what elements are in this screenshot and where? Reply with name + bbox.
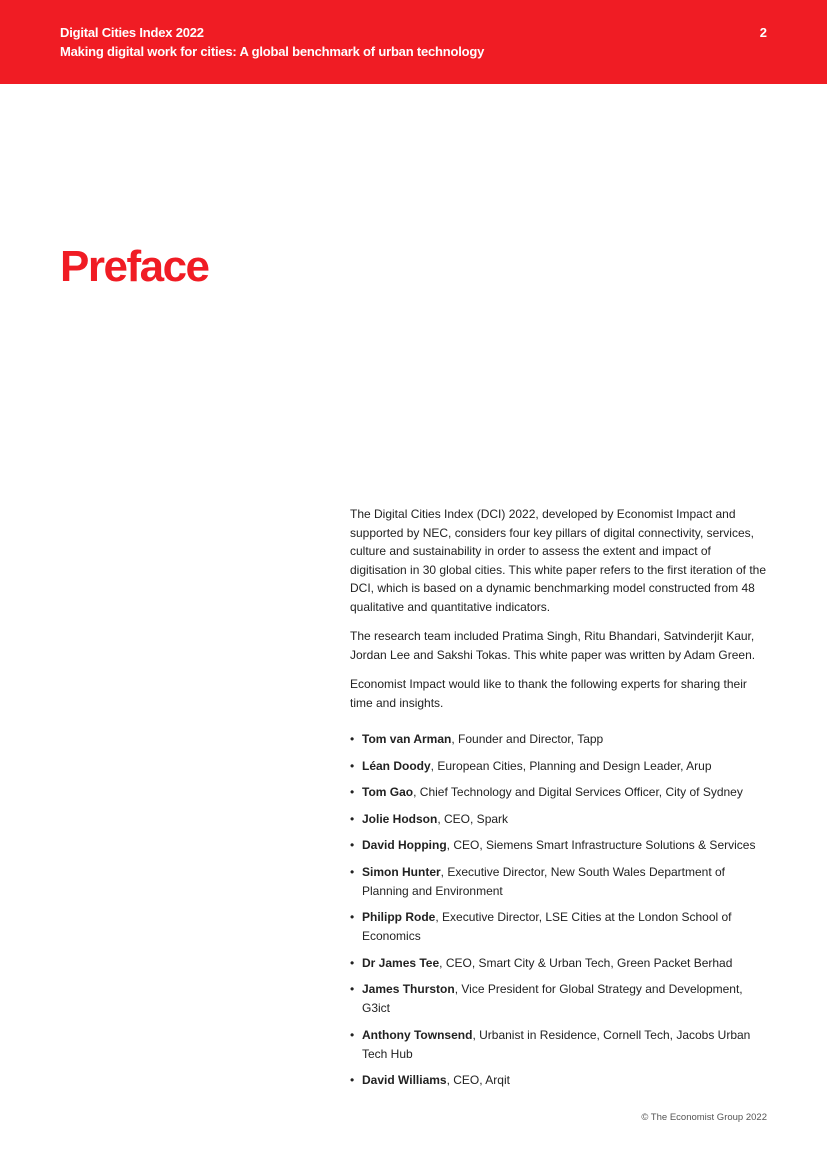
expert-role: , Executive Director, LSE Cities at the London School of Economics xyxy=(362,910,732,943)
bullet-icon: • xyxy=(350,838,355,852)
bullet-icon: • xyxy=(350,785,355,799)
list-item xyxy=(350,757,770,776)
expert-role: , CEO, Smart City & Urban Tech, Green Packet Berhad xyxy=(439,955,733,970)
expert-name: Anthony Townsend xyxy=(362,1027,473,1042)
page-header xyxy=(0,0,827,84)
list-item xyxy=(350,783,770,802)
expert-name: Jolie Hodson xyxy=(362,811,438,826)
bullet-icon: • xyxy=(350,732,355,746)
page-number: 2 xyxy=(759,25,767,40)
expert-role: , CEO, Siemens Smart Infrastructure Solutions & Services xyxy=(446,838,756,852)
bullet-icon: • xyxy=(350,1073,355,1087)
expert-name: Philipp Rode xyxy=(362,910,436,924)
page-title: Preface xyxy=(60,242,209,291)
expert-name: Simon Hunter xyxy=(362,864,441,879)
list-item xyxy=(350,836,770,855)
list-item xyxy=(350,908,770,946)
list-item xyxy=(350,980,770,1018)
bullet-icon: • xyxy=(350,955,355,970)
expert-role: , Founder and Director, Tapp xyxy=(451,732,604,746)
expert-name: Tom van Arman xyxy=(362,732,452,746)
experts-list xyxy=(350,730,770,1090)
paragraph-intro: The Digital Cities Index (DCI) 2022, developed by Economist Impact and supported by NEC, considers four key pillars of digital connectivity, services, culture and sustainability in order to assess the extent and impact of digitisation in 30 global cities. This white paper refers to the first iteration of the DCI, which is based on a dynamic benchmarking model constructed from 48 qualitative and quantitative indicators. xyxy=(350,507,766,614)
expert-role: , Executive Director, New South Wales Department of Planning and Environment xyxy=(362,864,726,898)
list-item xyxy=(350,810,770,829)
bullet-icon: • xyxy=(350,1027,355,1042)
list-item xyxy=(350,730,770,749)
bullet-icon: • xyxy=(350,910,355,924)
expert-name: James Thurston xyxy=(362,982,455,996)
expert-name: Dr James Tee xyxy=(362,955,440,970)
preface-body xyxy=(350,505,770,1098)
bullet-icon: • xyxy=(350,811,355,826)
report-subtitle: Making digital work for cities: A global benchmark of urban technology xyxy=(60,44,485,59)
paragraph-thanks: Economist Impact would like to thank the following experts for sharing their time and insights. xyxy=(350,677,747,710)
expert-role: , Urbanist in Residence, Cornell Tech, Jacobs Urban Tech Hub xyxy=(362,1027,751,1061)
report-title: Digital Cities Index 2022 xyxy=(60,25,204,40)
expert-name: David Hopping xyxy=(362,838,447,852)
expert-name: Tom Gao xyxy=(362,785,414,799)
expert-role: , Vice President for Global Strategy and Development, G3ict xyxy=(362,982,743,1015)
expert-role: , CEO, Spark xyxy=(437,811,509,826)
expert-role: , Chief Technology and Digital Services Officer, City of Sydney xyxy=(413,785,743,799)
bullet-icon: • xyxy=(350,758,355,773)
expert-role: , CEO, Arqit xyxy=(446,1073,510,1087)
bullet-icon: • xyxy=(350,864,355,879)
list-item xyxy=(350,1071,770,1090)
list-item xyxy=(350,1026,770,1064)
expert-role: , European Cities, Planning and Design Leader, Arup xyxy=(430,758,712,773)
list-item xyxy=(350,863,770,901)
paragraph-research-team: The research team included Pratima Singh, Ritu Bhandari, Satvinderjit Kaur, Jordan Lee and Sakshi Tokas. This white paper was written by Adam Green. xyxy=(350,629,756,662)
list-item xyxy=(350,954,770,973)
bullet-icon: • xyxy=(350,982,355,996)
copyright-footer: © The Economist Group 2022 xyxy=(641,1112,767,1123)
expert-name: Léan Doody xyxy=(362,758,431,773)
expert-name: David Williams xyxy=(362,1073,447,1087)
